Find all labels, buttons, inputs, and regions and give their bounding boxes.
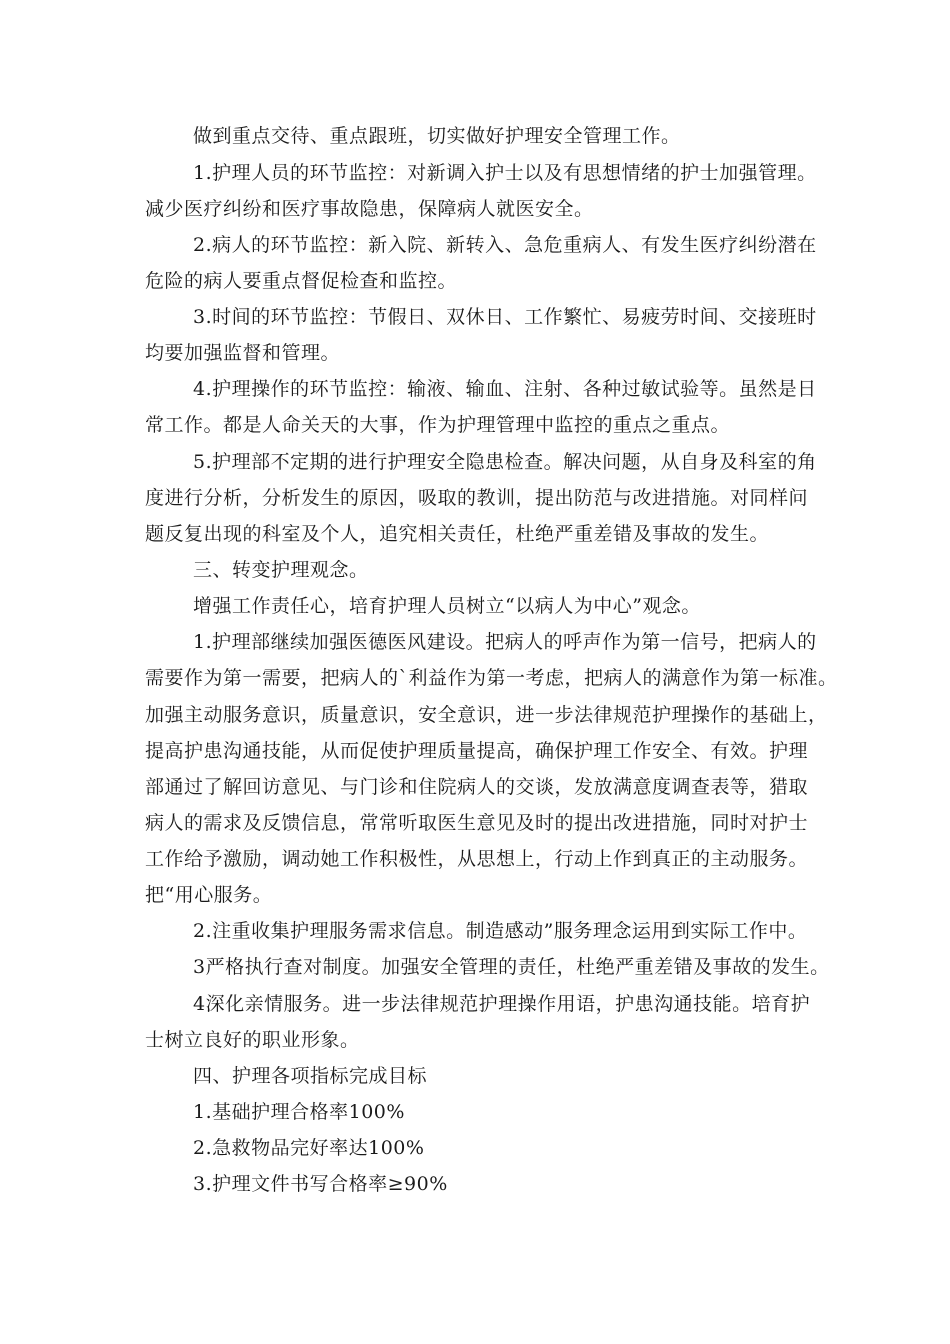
paragraph-line: 增强工作责任心，培育护理人员树立“以病人为中心”观念。 [193,595,701,617]
section-heading: 四、护理各项指标完成目标 [193,1065,428,1087]
paragraph-line: 均要加强监督和管理。 [145,342,341,364]
paragraph-line: 加强主动服务意识，质量意识，安全意识，进一步法律规范护理操作的基础上， [145,704,828,726]
paragraph-line: 部通过了解回访意见、与门诊和住院病人的交谈，发放满意度调查表等，猎取 [145,776,809,798]
paragraph-line: 5.护理部不定期的进行护理安全隐患检查。解决问题，从自身及科室的角 [193,451,817,473]
paragraph-line: 需要作为第一需要，把病人的`利益作为第一考虑，把病人的满意作为第一标准。 [145,667,838,689]
list-item: 3.护理文件书写合格率≥90% [193,1173,448,1195]
list-item: 2.急救物品完好率达100% [193,1137,425,1159]
paragraph-line: 3.时间的环节监控：节假日、双休日、工作繁忙、易疲劳时间、交接班时 [193,306,817,328]
paragraph-line: 病人的需求及反馈信息，常常听取医生意见及时的提出改进措施，同时对护士 [145,812,809,834]
paragraph-line: 度进行分析，分析发生的原因，吸取的教训，提出防范与改进措施。对同样问 [145,487,809,509]
paragraph-line: 做到重点交待、重点跟班，切实做好护理安全管理工作。 [193,125,681,147]
section-heading: 三、转变护理观念。 [193,559,369,581]
paragraph-line: 4深化亲情服务。进一步法律规范护理操作用语，护患沟通技能。培育护 [193,993,811,1015]
paragraph-line: 1.护理人员的环节监控：对新调入护士以及有思想情绪的护士加强管理。 [193,162,817,184]
paragraph-line: 士树立良好的职业形象。 [145,1029,360,1051]
paragraph-line: 工作给予激励，调动她工作积极性，从思想上，行动上作到真正的主动服务。 [145,848,809,870]
paragraph-line: 2.病人的环节监控：新入院、新转入、急危重病人、有发生医疗纠纷潜在 [193,234,817,256]
paragraph-line: 把“用心服务。 [145,884,273,906]
paragraph-line: 题反复出现的科室及个人，追究相关责任，杜绝严重差错及事故的发生。 [145,523,770,545]
paragraph-line: 3严格执行查对制度。加强安全管理的责任，杜绝严重差错及事故的发生。 [193,956,830,978]
paragraph-line: 危险的病人要重点督促检查和监控。 [145,270,458,292]
paragraph-line: 常工作。都是人命关天的大事，作为护理管理中监控的重点之重点。 [145,414,731,436]
paragraph-line: 1.护理部继续加强医德医风建设。把病人的呼声作为第一信号，把病人的 [193,631,817,653]
paragraph-line: 2.注重收集护理服务需求信息。制造感动”服务理念运用到实际工作中。 [193,920,808,942]
paragraph-line: 减少医疗纠纷和医疗事故隐患，保障病人就医安全。 [145,198,594,220]
paragraph-line: 提高护患沟通技能，从而促使护理质量提高，确保护理工作安全、有效。护理 [145,740,809,762]
paragraph-line: 4.护理操作的环节监控：输液、输血、注射、各种过敏试验等。虽然是日 [193,378,817,400]
list-item: 1.基础护理合格率100% [193,1101,405,1123]
